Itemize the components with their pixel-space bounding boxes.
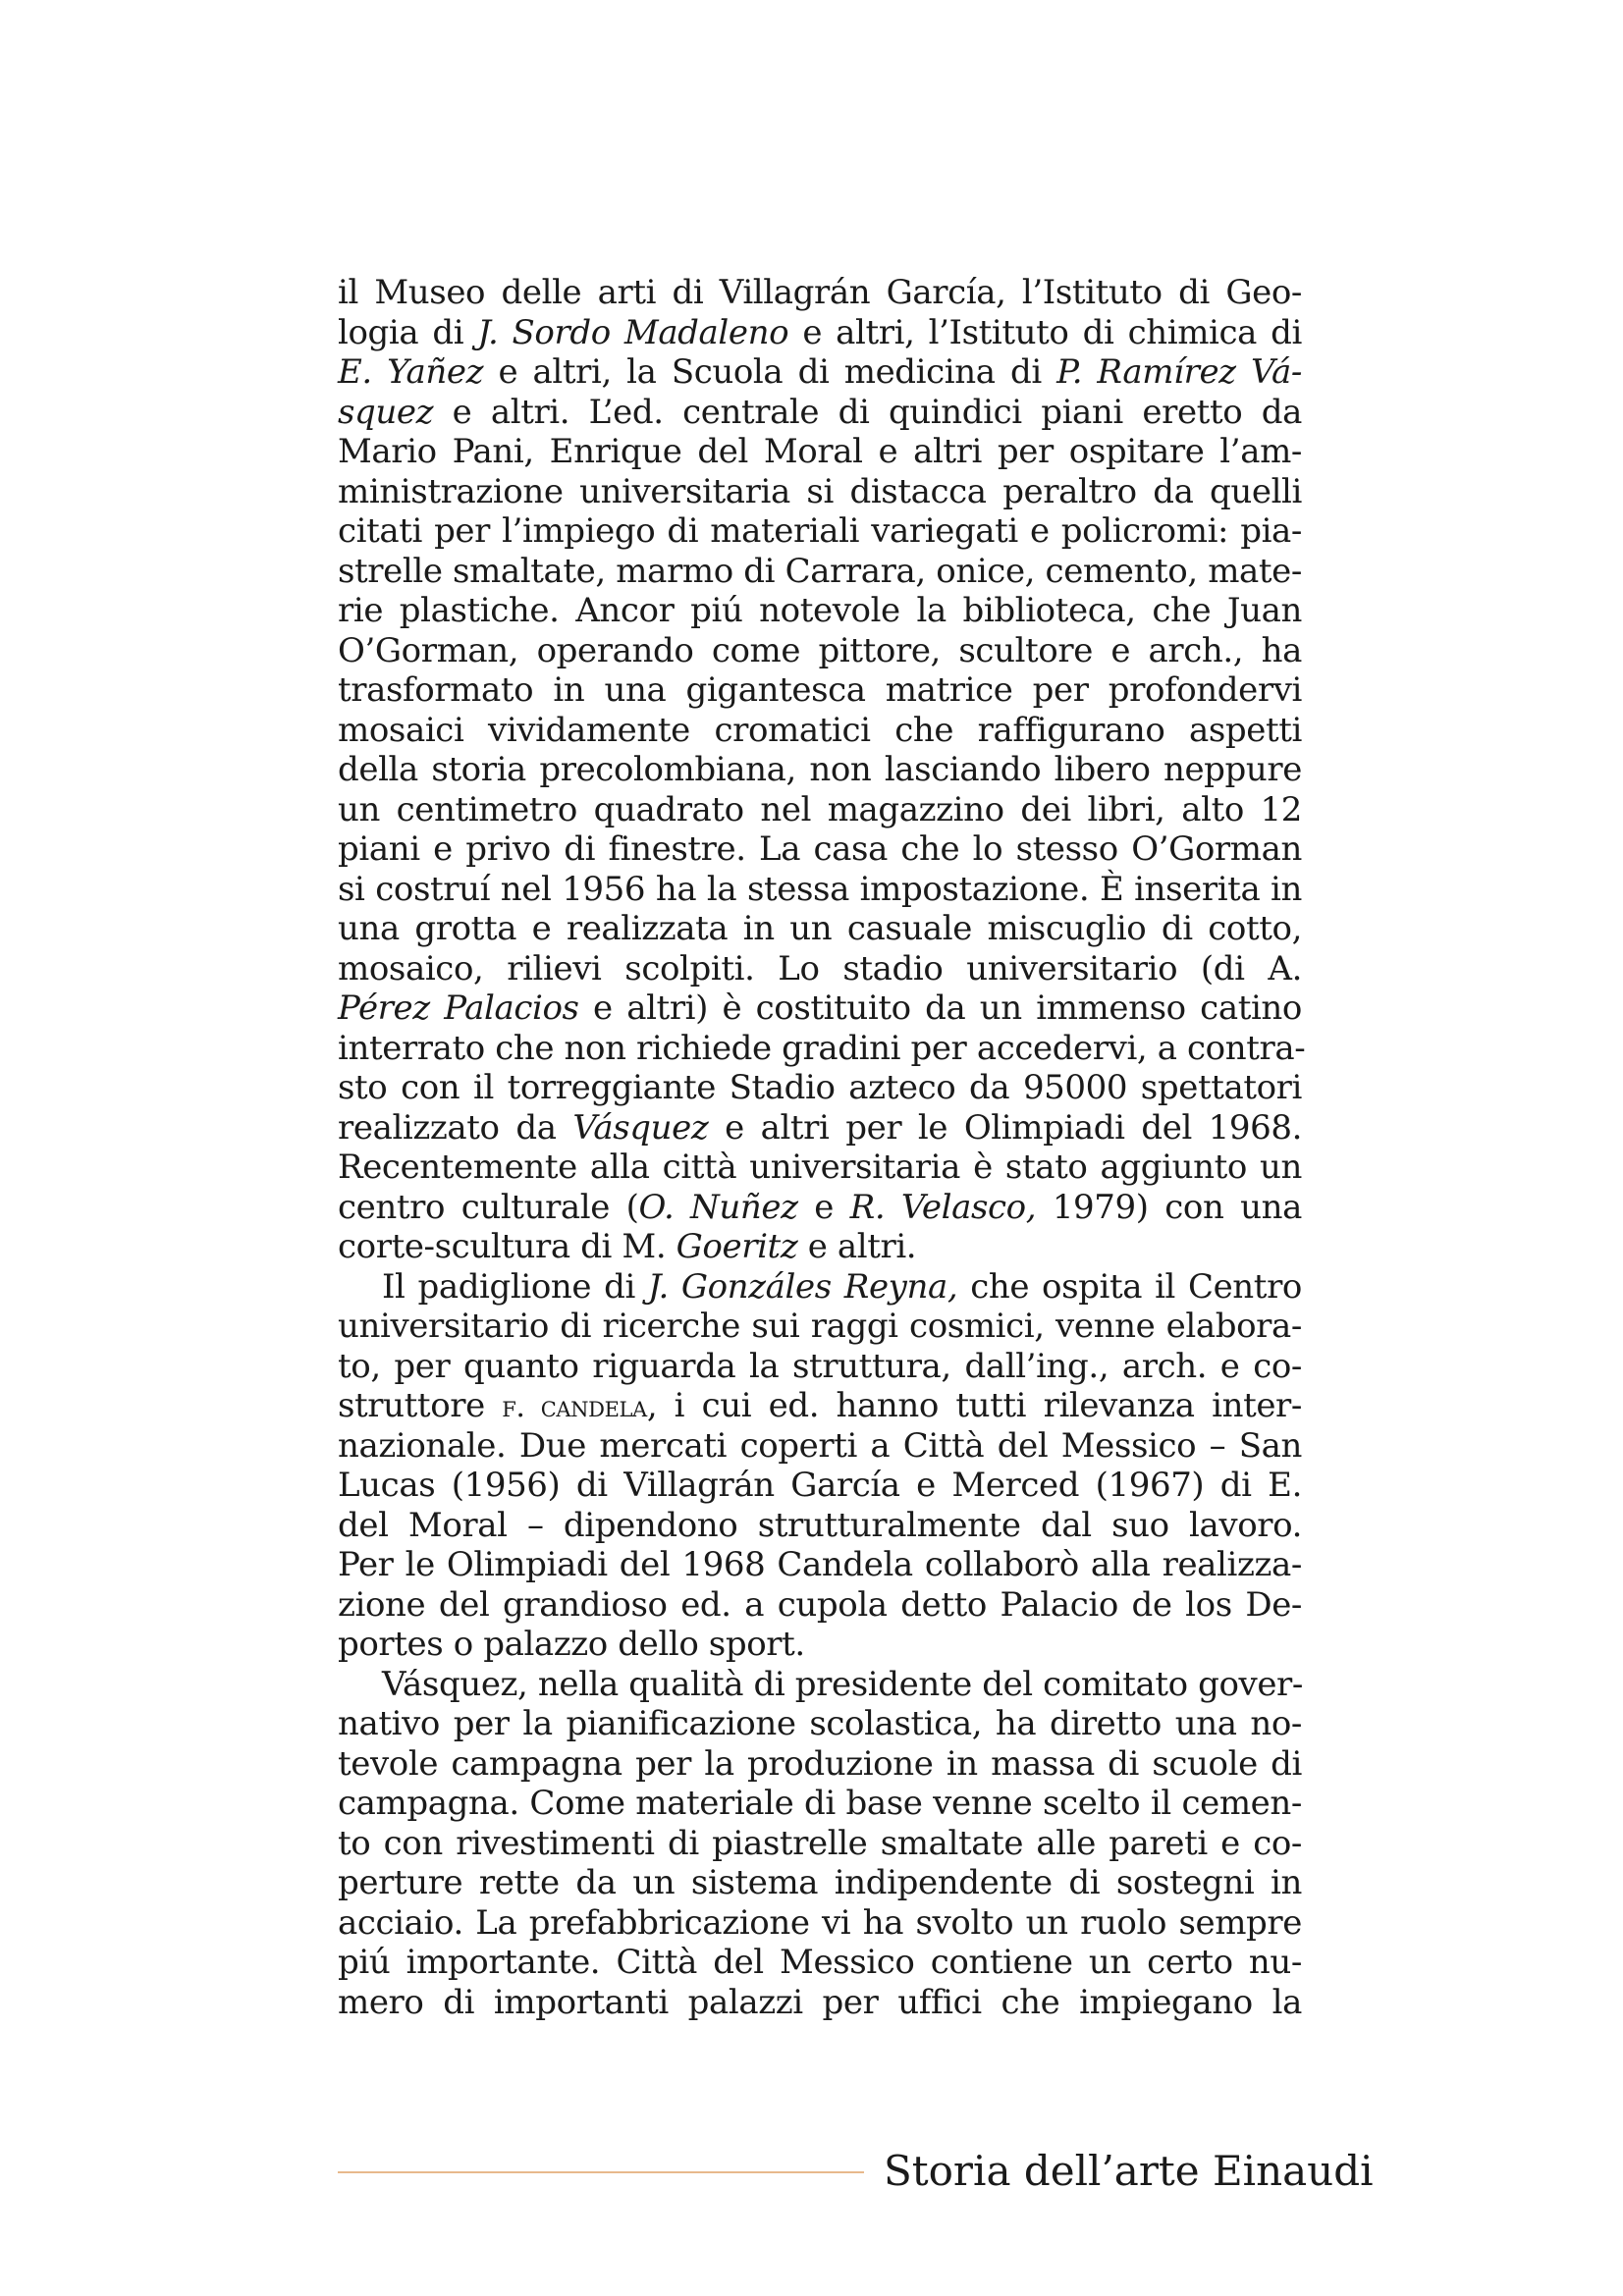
- text-line: [338, 790, 1302, 830]
- text-run: sto con il torreggiante Stadio azteco da 95000 spettatori: [338, 1068, 1302, 1107]
- text-run: e altri per le Olimpiadi del 1968.: [708, 1107, 1302, 1148]
- text-line: [338, 1028, 1306, 1069]
- italic-run: J. Gonzáles Reyna,: [647, 1266, 958, 1307]
- text-run: Lucas (1956) di Villagrán García e Merced (1967) di E.: [338, 1466, 1302, 1505]
- text-line: [338, 1506, 1302, 1546]
- text-line: [338, 591, 1302, 631]
- text-line: [338, 432, 1302, 472]
- text-line: [338, 1267, 1302, 1308]
- text-line: [338, 1824, 1302, 1864]
- text-run: strelle smaltate, marmo di Carrara, onice, cemento, mate-: [338, 551, 1302, 591]
- text-run: , i cui ed. hanno tutti rilevanza inter-: [646, 1386, 1302, 1425]
- text-line: [338, 1307, 1302, 1347]
- text-run: mero di importanti palazzi per uffici che impiegano la: [338, 1982, 1302, 2022]
- text-run: una grotta e realizzata in un casuale miscuglio di cotto,: [338, 909, 1302, 948]
- text-line: [338, 1625, 1302, 1665]
- text-line: [338, 909, 1302, 949]
- text-line: [338, 870, 1302, 910]
- text-line: [338, 313, 1302, 353]
- text-run: mosaico, rilievi scolpiti. Lo stadio universitario (di A.: [338, 948, 1302, 988]
- text-run: e altri, l’Istituto di chimica di: [788, 312, 1302, 352]
- text-line: [338, 988, 1302, 1029]
- italic-run: Vásquez: [572, 1107, 709, 1148]
- text-run: Mario Pani, Enrique del Moral e altri per ospitare l’am-: [338, 432, 1302, 471]
- text-line: [338, 1188, 1302, 1228]
- text-line: [338, 1347, 1302, 1387]
- text-line: [338, 829, 1302, 870]
- text-run: Per le Olimpiadi del 1968 Candela collaborò alla realizza-: [338, 1545, 1302, 1584]
- text-run: struttore: [338, 1386, 503, 1425]
- text-line: [338, 552, 1302, 592]
- text-run: campagna. Come materiale di base venne scelto il cemen-: [338, 1784, 1302, 1823]
- italic-run: P. Ramírez Vá-: [1056, 352, 1302, 392]
- text-line: [338, 1227, 1302, 1267]
- text-line: [338, 1863, 1302, 1903]
- text-run: del Moral – dipendono strutturalmente dal suo lavoro.: [338, 1505, 1302, 1545]
- text-run: perture rette da un sistema indipendente di sostegni in: [338, 1863, 1302, 1902]
- text-line: [338, 472, 1302, 512]
- text-run: O’Gorman, operando come pittore, scultore e arch., ha: [338, 630, 1302, 670]
- text-run: nazionale. Due mercati coperti a Città del Messico – San: [338, 1425, 1302, 1466]
- text-run: trasformato in una gigantesca matrice per profondervi: [338, 670, 1302, 710]
- text-line: [338, 711, 1302, 751]
- text-run: mosaici vividamente cromatici che raffigurano aspetti: [338, 710, 1302, 750]
- text-run: to, per quanto riguarda la struttura, dall’ing., arch. e co-: [338, 1346, 1302, 1386]
- text-run: ministrazione universitaria si distacca peraltro da quelli: [338, 471, 1302, 511]
- italic-run: R. Velasco,: [849, 1187, 1037, 1227]
- small-caps-run: f. candela: [502, 1390, 647, 1424]
- italic-run: E. Yañez: [338, 352, 484, 392]
- text-run: e altri. L’ed. centrale di quindici piani eretto da: [433, 392, 1302, 432]
- text-run: citati per l’impiego di materiali variegati e policromi: pia-: [338, 511, 1302, 551]
- text-line: [338, 1148, 1302, 1188]
- text-run: e: [797, 1187, 850, 1227]
- text-line: [338, 1108, 1302, 1148]
- text-run: rie plastiche. Ancor piú notevole la biblioteca, che Juan: [338, 591, 1302, 630]
- footer-title: Storia dell’arte Einaudi: [884, 2147, 1374, 2195]
- text-run: logia di: [338, 312, 478, 352]
- text-line: [338, 1466, 1302, 1506]
- text-run: zione del grandioso ed. a cupola detto Palacio de los De-: [338, 1584, 1302, 1625]
- text-line: [338, 1665, 1302, 1705]
- text-line: [338, 352, 1302, 393]
- text-run: 1979) con una: [1036, 1187, 1302, 1227]
- text-run: acciaio. La prefabbricazione vi ha svolto un ruolo sempre: [338, 1902, 1302, 1943]
- text-run: to con rivestimenti di piastrelle smaltate alle pareti e co-: [338, 1823, 1302, 1863]
- text-line: [338, 949, 1302, 989]
- text-line: [338, 1903, 1302, 1944]
- text-run: tevole campagna per la produzione in massa di scuole di: [338, 1743, 1302, 1784]
- text-line: [338, 1545, 1302, 1585]
- text-line: [338, 1386, 1302, 1426]
- italic-run: J. Sordo Madaleno: [477, 312, 789, 352]
- text-line: [338, 631, 1302, 671]
- text-run: e altri) è costituito da un immenso catino: [578, 988, 1302, 1028]
- text-run: portes o palazzo dello sport.: [338, 1625, 805, 1664]
- text-run: corte-scultura di M.: [338, 1227, 676, 1266]
- text-line: [338, 1068, 1302, 1108]
- text-line: [338, 1784, 1302, 1824]
- text-run: un centimetro quadrato nel magazzino dei libri, alto 12: [338, 789, 1302, 829]
- text-run: piú importante. Città del Messico contiene un certo nu-: [338, 1943, 1302, 1982]
- italic-run: Goeritz: [676, 1227, 798, 1266]
- text-line: [338, 1426, 1302, 1467]
- italic-run: O. Nuñez: [638, 1187, 798, 1227]
- text-run: Vásquez, nella qualità di presidente del comitato gover-: [382, 1664, 1303, 1704]
- text-run: universitario di ricerche sui raggi cosmici, venne elabora-: [338, 1307, 1302, 1346]
- text-line: [338, 1943, 1302, 1983]
- text-line: [338, 1983, 1302, 2023]
- text-run: della storia precolombiana, non lasciando libero neppure: [338, 750, 1302, 789]
- text-line: [338, 750, 1302, 790]
- text-run: centro culturale (: [338, 1187, 639, 1227]
- text-run: si costruí nel 1956 ha la stessa impostazione. È inserita in: [338, 869, 1302, 909]
- text-run: il Museo delle arti di Villagrán García, l’Istituto di Geo-: [338, 273, 1302, 312]
- text-run: piani e privo di finestre. La casa che lo stesso O’Gorman: [338, 829, 1302, 869]
- italic-run: Pérez Palacios: [338, 988, 579, 1028]
- italic-run: squez: [338, 392, 434, 432]
- footer-rule: [338, 2171, 864, 2173]
- text-line: [338, 1585, 1302, 1626]
- text-run: realizzato da: [338, 1107, 573, 1148]
- text-line: [338, 273, 1302, 313]
- text-line: [338, 1744, 1302, 1785]
- text-run: interrato che non richiede gradini per accedervi, a contra-: [338, 1028, 1306, 1068]
- text-line: [338, 511, 1302, 552]
- text-line: [338, 1704, 1302, 1744]
- text-run: nativo per la pianificazione scolastica, ha diretto una no-: [338, 1704, 1302, 1743]
- text-run: e altri, la Scuola di medicina di: [483, 352, 1057, 392]
- body-text: [338, 273, 1306, 2022]
- text-run: Recentemente alla città universitaria è stato aggiunto un: [338, 1148, 1302, 1187]
- text-line: [338, 670, 1302, 711]
- text-run: Il padiglione di: [382, 1266, 648, 1307]
- text-line: [338, 393, 1302, 433]
- text-run: e altri.: [797, 1227, 917, 1266]
- text-run: che ospita il Centro: [957, 1266, 1302, 1307]
